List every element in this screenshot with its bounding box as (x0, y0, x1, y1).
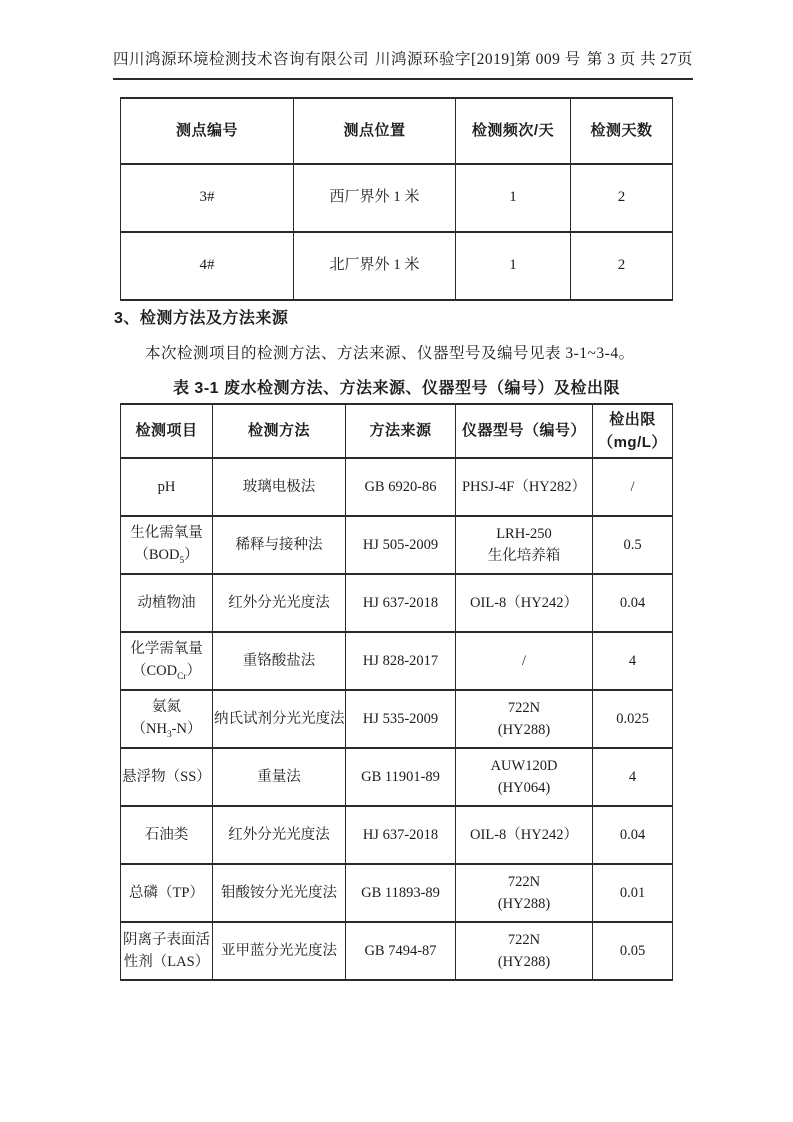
table-cell: HJ 828-2017 (346, 632, 456, 690)
table-cell: 2 (571, 164, 673, 232)
document-number: 川鸿源环验字[2019]第 009 号 (374, 51, 581, 68)
table-cell: 重量法 (213, 748, 346, 806)
table-cell: 北厂界外 1 米 (294, 232, 456, 300)
table-3-1-title: 表 3-1 废水检测方法、方法来源、仪器型号（编号）及检出限 (172, 380, 621, 397)
column-header: 检测天数 (571, 98, 673, 164)
table-cell: 总磷（TP） (121, 864, 213, 922)
table-row (121, 632, 673, 690)
column-header: 方法来源 (346, 404, 456, 458)
table-cell: 稀释与接种法 (213, 516, 346, 574)
column-header: 检测项目 (121, 404, 213, 458)
table-cell: 722N (HY288) (456, 690, 593, 748)
table-cell: HJ 637-2018 (346, 574, 456, 632)
table-cell: 1 (456, 164, 571, 232)
column-header: 测点编号 (121, 98, 294, 164)
table-cell: 亚甲蓝分光光度法 (213, 922, 346, 980)
table-cell: 0.5 (593, 516, 673, 574)
company-name: 四川鸿源环境检测技术咨询有限公司 (113, 51, 370, 68)
section-heading: 3、检测方法及方法来源 (114, 310, 289, 327)
table-cell: 0.025 (593, 690, 673, 748)
table-cell: 2 (571, 232, 673, 300)
table-cell: HJ 535-2009 (346, 690, 456, 748)
column-header: 检测方法 (213, 404, 346, 458)
table-cell: 重铬酸盐法 (213, 632, 346, 690)
table-row (121, 748, 673, 806)
table-cell: 0.01 (593, 864, 673, 922)
table-row (121, 922, 673, 980)
column-header: 检测频次/天 (456, 98, 571, 164)
table-cell: 动植物油 (121, 574, 213, 632)
table-cell: 玻璃电极法 (213, 458, 346, 516)
table-row (121, 806, 673, 864)
table-cell: 722N (HY288) (456, 864, 593, 922)
table-cell: 西厂界外 1 米 (294, 164, 456, 232)
page-header (113, 47, 693, 80)
table-cell: LRH-250 生化培养箱 (456, 516, 593, 574)
table-cell: 722N (HY288) (456, 922, 593, 980)
table-row (121, 690, 673, 748)
table-cell: / (593, 458, 673, 516)
table-cell: 4# (121, 232, 294, 300)
table-cell: HJ 505-2009 (346, 516, 456, 574)
table-cell: 纳氏试剂分光光度法 (213, 690, 346, 748)
table-cell: 氨氮 $(NH_3-N)$ (121, 690, 213, 748)
table-cell: pH (121, 458, 213, 516)
table-cell: GB 11901-89 (346, 748, 456, 806)
table-cell: 红外分光光度法 (213, 574, 346, 632)
table-header-row (121, 404, 673, 458)
page-number: 第 3 页 共 27页 (586, 51, 693, 68)
column-header: 测点位置 (294, 98, 456, 164)
table-cell: HJ 637-2018 (346, 806, 456, 864)
table-cell: 生化需氧量 $(BOD_5)$ (121, 516, 213, 574)
table-row (121, 232, 673, 300)
column-header: 仪器型号（编号） (456, 404, 593, 458)
table-row (121, 574, 673, 632)
table-row (121, 864, 673, 922)
table-cell: 4 (593, 632, 673, 690)
table-cell: 钼酸铵分光光度法 (213, 864, 346, 922)
table-cell: 0.04 (593, 574, 673, 632)
table-cell: PHSJ-4F（HY282） (456, 458, 593, 516)
table-cell: AUW120D (HY064) (456, 748, 593, 806)
table-row (121, 458, 673, 516)
table-cell: 石油类 (121, 806, 213, 864)
table-cell: OIL-8（HY242） (456, 806, 593, 864)
table-cell: 化学需氧量 $(COD_{Cr})$ (121, 632, 213, 690)
table-header-row (121, 98, 673, 164)
table-cell: GB 11893-89 (346, 864, 456, 922)
table-cell: GB 6920-86 (346, 458, 456, 516)
table-row (121, 164, 673, 232)
table-cell: OIL-8（HY242） (456, 574, 593, 632)
table-cell: 红外分光光度法 (213, 806, 346, 864)
table-cell: 0.05 (593, 922, 673, 980)
intro-paragraph: 本次检测项目的检测方法、方法来源、仪器型号及编号见表 3-1~3-4。 (145, 345, 635, 362)
table-cell: / (456, 632, 593, 690)
table-cell: GB 7494-87 (346, 922, 456, 980)
monitoring-points-table (120, 97, 673, 301)
table-cell: 4 (593, 748, 673, 806)
column-header: 检出限 （mg/L） (593, 404, 673, 458)
table-row (121, 516, 673, 574)
table-cell: 3# (121, 164, 294, 232)
wastewater-methods-table (120, 403, 673, 981)
table-cell: 悬浮物（SS） (121, 748, 213, 806)
table-cell: 0.04 (593, 806, 673, 864)
table-cell: 阴离子表面活 性剂（LAS） (121, 922, 213, 980)
table-cell: 1 (456, 232, 571, 300)
